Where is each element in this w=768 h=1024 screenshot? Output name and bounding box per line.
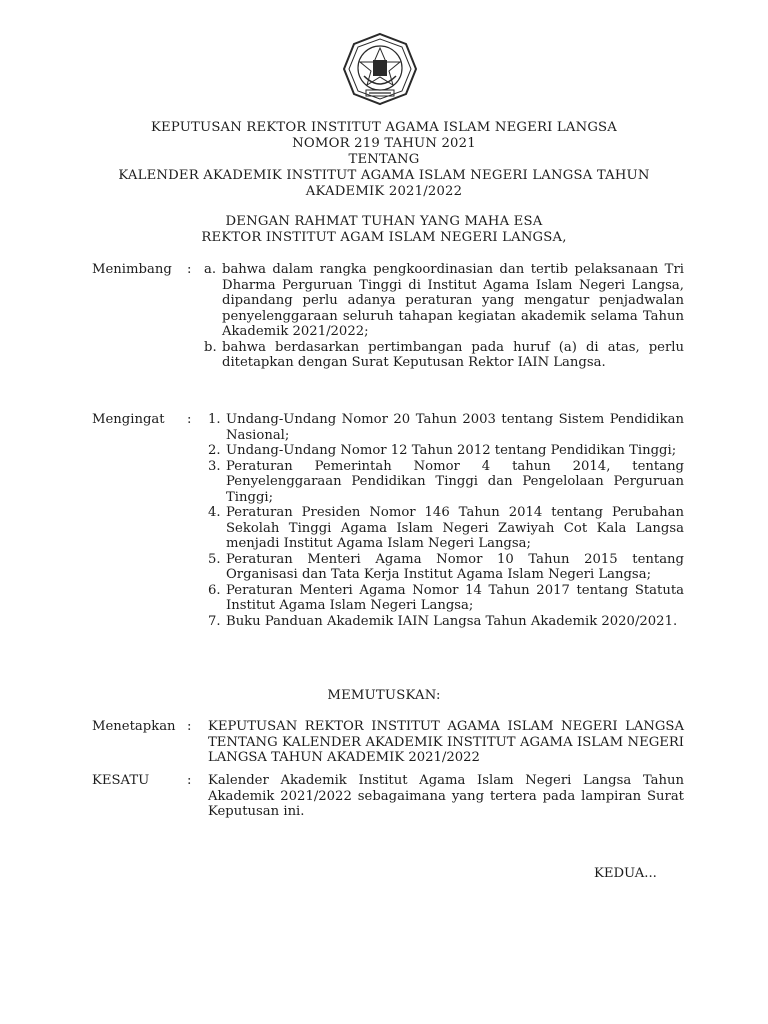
mengingat-marker-7: 7.: [208, 613, 221, 629]
mengingat-marker-1: 1.: [208, 412, 221, 427]
menetapkan-colon: :: [187, 719, 192, 734]
menetapkan-text: KEPUTUSAN REKTOR INSTITUT AGAMA ISLAM NEGERI LANGSA TENTANG KALENDER AKADEMIK INSTITUT AGAMA ISLAM NEGERI LANGSA TAHUN AKADEMIK 2021/2022: [208, 719, 684, 765]
mengingat-list: [208, 412, 684, 629]
menimbang-item-a: [204, 262, 684, 340]
menimbang-item-b: [204, 340, 684, 371]
mengingat-text-1: Undang-Undang Nomor 20 Tahun 2003 tentang Sistem Pendidikan Nasional;: [226, 412, 684, 443]
menimbang-label: Menimbang: [92, 262, 172, 277]
decree-subject: KALENDER AKADEMIK INSTITUT AGAMA ISLAM NEGERI LANGSA TAHUN: [118, 168, 650, 183]
decree-number: NOMOR 219 TAHUN 2021: [292, 136, 476, 151]
mengingat-text-2: Undang-Undang Nomor 12 Tahun 2012 tentang Pendidikan Tinggi;: [226, 443, 677, 458]
mengingat-marker-6: 6.: [208, 582, 221, 598]
decree-subject-year: AKADEMIK 2021/2022: [305, 184, 463, 199]
mengingat-marker-3: 3.: [208, 458, 221, 474]
next-page-catchword: KEDUA...: [594, 866, 657, 881]
kesatu-text: Kalender Akademik Institut Agama Islam Negeri Langsa Tahun Akademik 2021/2022 sebagaimana yang tertera pada lampiran Surat Keputusan ini.: [208, 773, 684, 819]
decree-about: TENTANG: [348, 152, 420, 167]
mengingat-label: Mengingat: [92, 412, 165, 427]
mengingat-colon: :: [187, 412, 192, 427]
menimbang-marker-b: b.: [204, 339, 217, 355]
mengingat-text-5: Peraturan Menteri Agama Nomor 10 Tahun 2015 tentang Organisasi dan Tata Kerja Institut Agama Islam Negeri Langsa;: [226, 551, 684, 582]
preamble-line-1: DENGAN RAHMAT TUHAN YANG MAHA ESA: [225, 214, 543, 229]
mengingat-marker-4: 4.: [208, 505, 221, 520]
mengingat-text-4: Peraturan Presiden Nomor 146 Tahun 2014 tentang Perubahan Sekolah Tinggi Agama Islam Negeri Zawiyah Cot Kala Langsa menjadi Institut Agama Islam Negeri Langsa;: [226, 505, 684, 551]
mengingat-item-6: [208, 583, 684, 614]
decree-title: KEPUTUSAN REKTOR INSTITUT AGAMA ISLAM NEGERI LANGSA: [150, 120, 618, 135]
mengingat-item-7: [208, 614, 684, 630]
menimbang-list: [204, 262, 684, 371]
mengingat-item-3: [208, 459, 684, 506]
kesatu-label: KESATU: [92, 773, 150, 788]
mengingat-item-2: [208, 443, 684, 459]
memutuskan-heading: MEMUTUSKAN:: [327, 688, 441, 703]
menimbang-text-a: bahwa dalam rangka pengkoordinasian dan tertib pelaksanaan Tri Dharma Perguruan Tinggi di Institut Agama Islam Negeri Langsa, dipandang perlu adanya peraturan yang mengatur penjadwalan penyelenggaraan seluruh tahapan kegiatan akademik selama Tahun Akademik 2021/2022;: [222, 262, 684, 339]
preamble-line-2: REKTOR INSTITUT AGAM ISLAM NEGERI LANGSA,: [201, 230, 567, 245]
menimbang-colon: :: [187, 262, 192, 277]
kesatu-colon: :: [187, 773, 192, 788]
iain-langsa-emblem-icon: [340, 32, 420, 106]
mengingat-item-1: [208, 412, 684, 443]
mengingat-item-4: [208, 505, 684, 552]
mengingat-marker-2: 2.: [208, 443, 221, 458]
mengingat-text-7: Buku Panduan Akademik IAIN Langsa Tahun Akademik 2020/2021.: [226, 613, 678, 629]
mengingat-text-3: Peraturan Pemerintah Nomor 4 tahun 2014, tentang Penyelenggaraan Pendidikan Tinggi dan Pengelolaan Perguruan Tinggi;: [226, 458, 684, 505]
menimbang-text-b: bahwa berdasarkan pertimbangan pada huruf (a) di atas, perlu ditetapkan dengan Surat Keputusan Rektor IAIN Langsa.: [222, 339, 684, 370]
mengingat-item-5: [208, 552, 684, 583]
menimbang-marker-a: a.: [204, 262, 217, 277]
menetapkan-label: Menetapkan: [92, 719, 176, 734]
mengingat-marker-5: 5.: [208, 551, 221, 567]
mengingat-text-6: Peraturan Menteri Agama Nomor 14 Tahun 2017 tentang Statuta Institut Agama Islam Negeri Langsa;: [226, 582, 684, 613]
